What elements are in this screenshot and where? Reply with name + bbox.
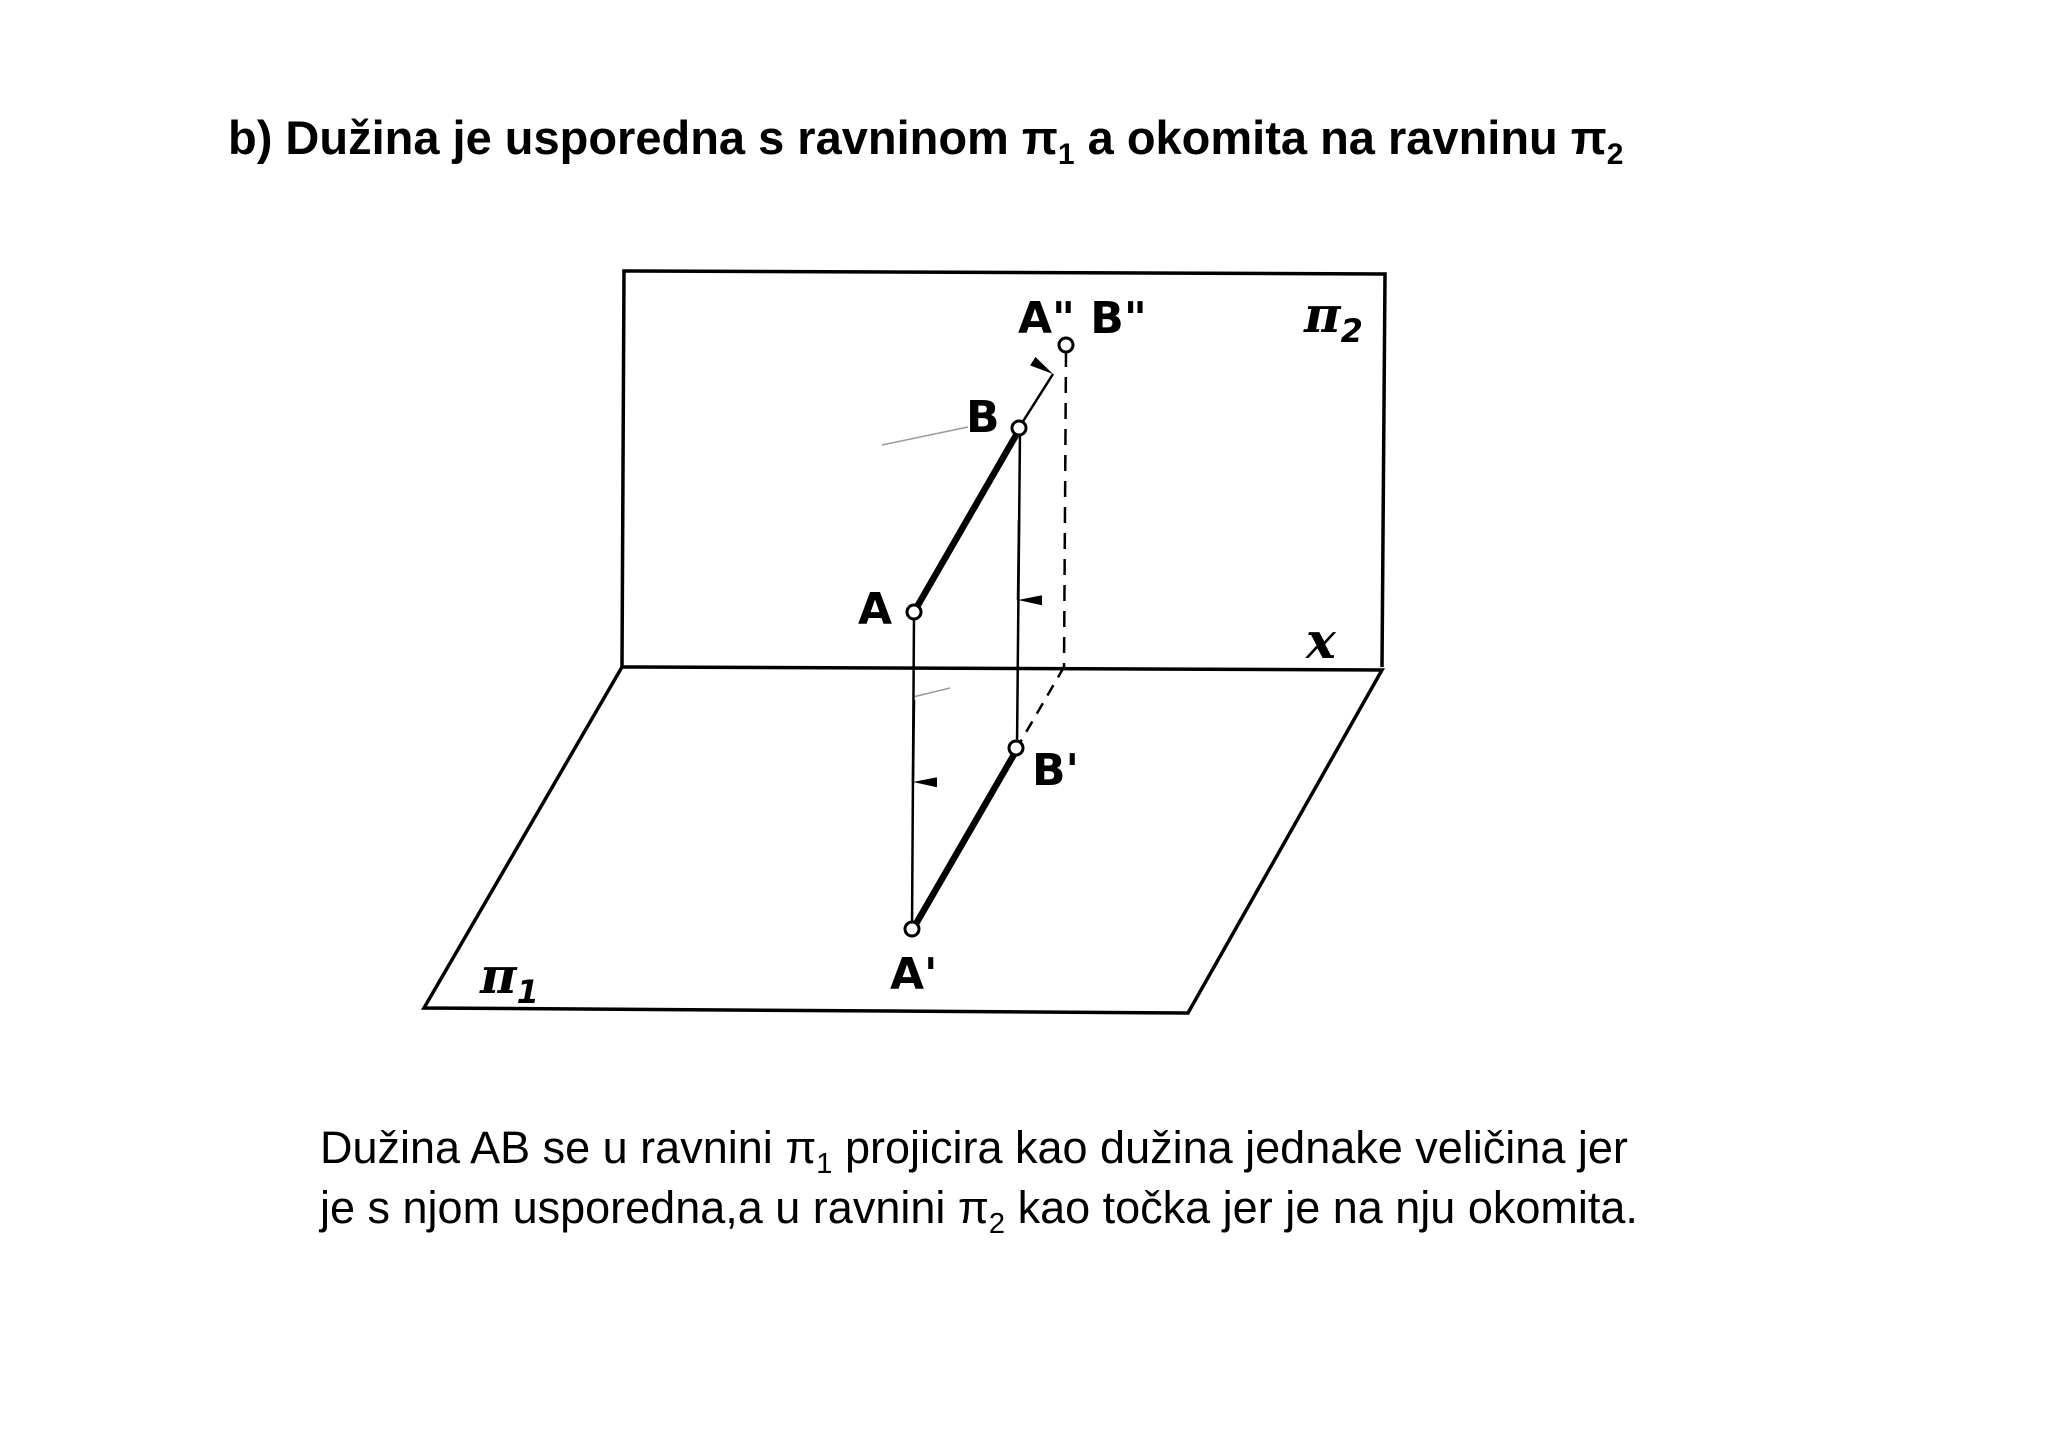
explanation-text: [320, 1118, 1638, 1238]
explanation-line-2-subscript: 2: [988, 1208, 1006, 1240]
projector-a-arrow: [913, 700, 914, 782]
point-b1-marker: [1009, 741, 1023, 755]
title-text-2: a okomita na ravninu π: [1074, 111, 1607, 164]
point-b-label: B: [966, 392, 1000, 443]
point-a1-label: A': [890, 949, 938, 1000]
explanation-line-1-subscript: 1: [816, 1148, 833, 1180]
title-subscript-1: 1: [1057, 138, 1075, 171]
explanation-line-1-end: projicira kao dužina jednake veličina jer: [832, 1122, 1628, 1173]
segment-ab: [914, 430, 1019, 612]
plane-pi1-label: [479, 946, 539, 1011]
plane-pi2-symbol: π: [1304, 285, 1341, 344]
dashed-axis-to-b1-line: [1018, 667, 1064, 746]
explanation-line-1-start: Dužina AB se u ravnini π: [320, 1122, 817, 1173]
plane-pi2-outline: [622, 271, 1385, 667]
point-a2b2-label: A" B": [1018, 293, 1147, 344]
segment-a1b1: [913, 751, 1016, 929]
faint-construction-line-1: [882, 427, 968, 445]
plane-pi2-index: 2: [1340, 312, 1363, 350]
axis-x-label: x: [1306, 611, 1336, 670]
dashed-projector-line: [1064, 351, 1066, 667]
segment-ab-extension-arrow: [1022, 374, 1053, 423]
point-b-marker: [1012, 421, 1026, 435]
plane-pi1-symbol: π: [480, 946, 517, 1005]
title-subscript-2: 2: [1606, 138, 1624, 171]
point-a-label: A: [858, 584, 893, 635]
explanation-line-2: [320, 1178, 1638, 1238]
explanation-line-2-start: je s njom usporedna,a u ravnini π: [320, 1182, 989, 1233]
explanation-line-1: [320, 1118, 1638, 1178]
point-b1-label: B': [1032, 745, 1080, 796]
plane-pi1-index: 1: [516, 973, 539, 1011]
plane-pi2-label: [1303, 285, 1363, 350]
point-a-marker: [907, 605, 921, 619]
faint-construction-line-2: [913, 688, 950, 697]
title-text-1: b) Dužina je usporedna s ravninom π: [228, 111, 1058, 164]
projector-b-arrow: [1018, 520, 1019, 600]
explanation-line-2-end: kao točka jer je na nju okomita.: [1005, 1182, 1638, 1233]
point-a1-marker: [905, 922, 919, 936]
